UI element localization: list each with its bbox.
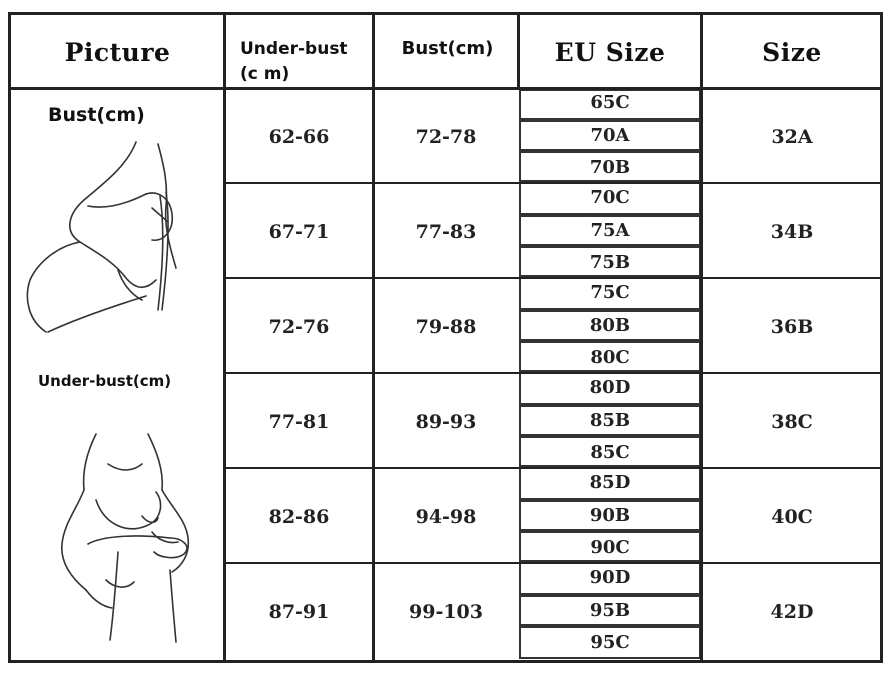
header-under-bust-text: Under-bust(c m): [240, 39, 348, 84]
row-divider: [8, 87, 883, 90]
under-bust-value: 62-66: [268, 125, 330, 148]
under-bust-value: 87-91: [268, 600, 330, 623]
eu-size-value: 90D: [589, 567, 631, 588]
under-bust-value: 77-81: [268, 410, 330, 433]
under-bust-measure-illustration: [22, 420, 222, 650]
size-value: 38C: [771, 410, 813, 433]
eu-size-value: 95B: [589, 600, 631, 621]
eu-size-value: 90C: [590, 537, 630, 558]
size-value: 36B: [770, 315, 814, 338]
row-divider: [223, 182, 883, 184]
picture-bust-label: Bust(cm): [48, 104, 145, 126]
under-bust-value: 72-76: [268, 315, 330, 338]
size-value: 42D: [770, 600, 814, 623]
row-divider: [223, 372, 883, 374]
header-eu-size: EU Size: [554, 37, 666, 67]
eu-size-value: 80B: [589, 315, 631, 336]
row-divider: [223, 562, 883, 564]
eu-size-value: 80D: [589, 377, 631, 398]
header-bust: Bust(cm): [401, 37, 494, 59]
eu-size-value: 85B: [589, 410, 631, 431]
size-value: 40C: [771, 505, 813, 528]
eu-size-value: 75C: [590, 282, 630, 303]
column-divider: [372, 12, 375, 663]
size-value: 34B: [770, 220, 814, 243]
header-picture: Picture: [64, 37, 171, 67]
row-divider: [223, 277, 883, 279]
bust-value: 72-78: [415, 125, 477, 148]
column-divider: [700, 12, 703, 663]
eu-size-value: 85D: [589, 472, 631, 493]
eu-size-value: 90B: [589, 505, 631, 526]
row-divider: [223, 467, 883, 469]
picture-under-bust-label: Under-bust(cm): [38, 372, 172, 390]
column-divider: [517, 12, 520, 90]
size-value: 32A: [771, 125, 813, 148]
eu-size-value: 75A: [590, 220, 630, 241]
bust-value: 94-98: [415, 505, 477, 528]
eu-size-value: 95C: [590, 632, 630, 653]
under-bust-value: 82-86: [268, 505, 330, 528]
header-size: Size: [762, 37, 822, 67]
bust-value: 89-93: [415, 410, 477, 433]
bust-measure-illustration: [18, 130, 218, 340]
eu-size-value: 85C: [590, 442, 630, 463]
under-bust-value: 67-71: [268, 220, 330, 243]
eu-size-value: 75B: [589, 252, 631, 273]
eu-size-value: 70A: [590, 125, 630, 146]
eu-size-value: 65C: [590, 92, 630, 113]
bust-value: 99-103: [409, 600, 483, 623]
eu-size-value: 80C: [590, 347, 630, 368]
column-divider: [223, 12, 226, 663]
header-under-bust: [228, 15, 373, 89]
bust-value: 77-83: [415, 220, 477, 243]
eu-size-value: 70C: [590, 187, 630, 208]
eu-size-value: 70B: [589, 157, 631, 178]
bust-value: 79-88: [415, 315, 477, 338]
